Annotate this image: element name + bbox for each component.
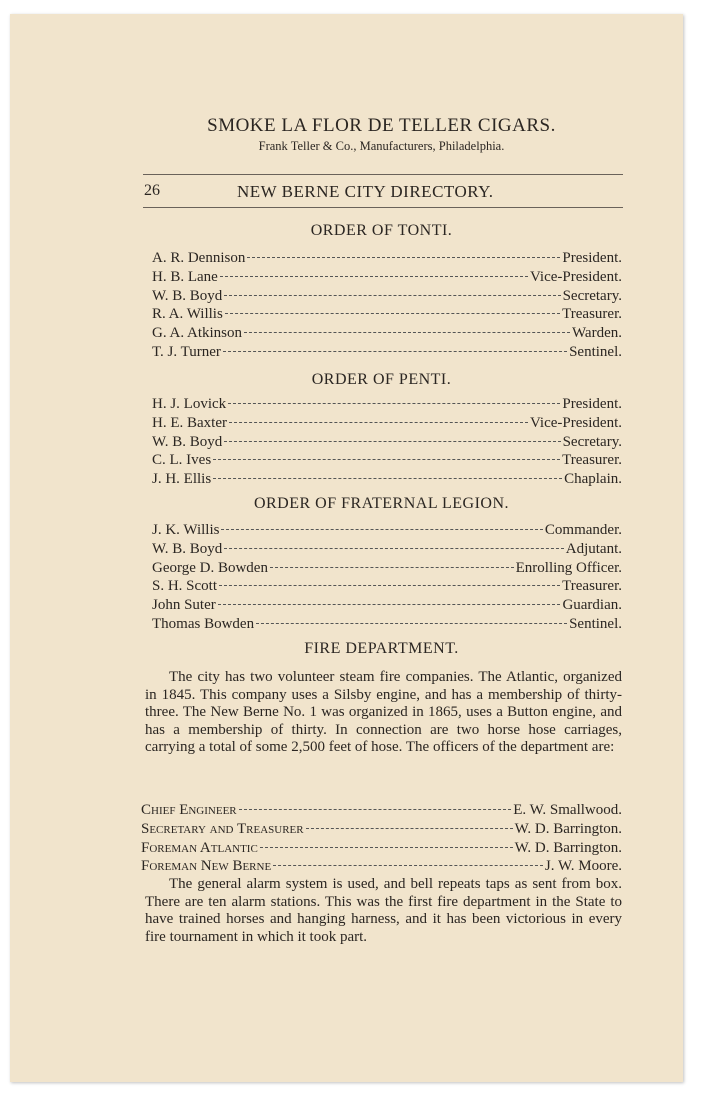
list-item <box>152 540 622 559</box>
advertisement-subline: Frank Teller & Co., Manufacturers, Philadelphia. <box>258 139 505 153</box>
list-item <box>152 596 622 615</box>
list-item <box>141 820 622 839</box>
section-heading-legion: ORDER OF FRATERNAL LEGION. <box>253 495 510 512</box>
officer-name: W. D. Barrington. <box>514 820 622 837</box>
member-name: H. B. Lane <box>152 268 218 285</box>
list-item <box>141 857 622 876</box>
member-name: W. B. Boyd <box>152 540 223 557</box>
dot-leader <box>260 847 513 848</box>
section-heading-penti: ORDER OF PENTI. <box>311 371 452 388</box>
dot-leader <box>213 478 562 479</box>
penti-officer-list <box>152 395 622 489</box>
dot-leader <box>247 257 560 258</box>
member-office: Sentinel. <box>569 343 622 360</box>
member-name: W. B. Boyd <box>152 433 223 450</box>
member-office: Commander. <box>544 522 622 538</box>
fire-intro-paragraph: The city has two volunteer steam fire companies. The Atlantic, organized in 1845. This company uses a Silsby engine, and has a membership of thirty-three. The New Berne No. 1 was organized in 1865, uses a Button engine, and has a membership of thirty. In connection are two horse hose carriages, carrying a total of some 2,500 feet of hose. The officers of the department are: <box>145 669 622 756</box>
section-heading-tonti: ORDER OF TONTI. <box>310 222 453 239</box>
member-name: S. H. Scott <box>152 578 218 595</box>
member-office: Sentinel. <box>569 615 622 632</box>
list-item <box>152 577 622 596</box>
member-office: Treasurer. <box>562 578 622 595</box>
list-item <box>152 615 622 634</box>
list-item <box>152 521 622 540</box>
member-name: John Suter <box>152 597 216 614</box>
officer-title: Chief Engineer <box>141 802 237 818</box>
member-name: R. A. Willis <box>152 306 223 323</box>
dot-leader <box>256 623 567 624</box>
advertisement-headline: SMOKE LA FLOR DE TELLER CIGARS. <box>207 115 556 136</box>
member-name: C. L. Ives <box>152 452 212 469</box>
fire-officer-list <box>141 801 622 876</box>
member-office: Treasurer. <box>562 306 622 323</box>
running-title: NEW BERNE CITY DIRECTORY. <box>237 182 494 201</box>
dot-leader <box>219 585 560 586</box>
dot-leader <box>244 332 570 333</box>
officer-name: E. W. Smallwood. <box>513 802 622 818</box>
list-item <box>152 451 622 470</box>
list-item <box>152 414 622 433</box>
dot-leader <box>225 313 560 314</box>
officer-title: Foreman Atlantic <box>141 839 258 856</box>
list-item <box>152 433 622 452</box>
section-heading-fire: FIRE DEPARTMENT. <box>304 640 459 657</box>
officer-title: Foreman New Berne <box>141 858 272 875</box>
list-item <box>152 324 622 343</box>
dot-leader <box>270 567 514 568</box>
member-office: President. <box>562 250 622 266</box>
list-item <box>152 559 622 578</box>
member-office: Adjutant. <box>565 540 622 557</box>
dot-leader <box>223 351 567 352</box>
member-name: T. J. Turner <box>152 343 221 360</box>
member-office: Treasurer. <box>562 452 622 469</box>
header-rule-bottom <box>143 207 623 208</box>
member-office: President. <box>562 396 622 412</box>
dot-leader <box>224 441 560 442</box>
dot-leader <box>239 809 512 810</box>
header-rule-top <box>143 174 623 175</box>
dot-leader <box>224 548 563 549</box>
dot-leader <box>224 295 560 296</box>
member-name: G. A. Atkinson <box>152 325 243 342</box>
legion-officer-list <box>152 521 622 634</box>
member-office: Chaplain. <box>564 471 622 488</box>
member-name: J. H. Ellis <box>152 471 212 488</box>
officer-name: W. D. Barrington. <box>514 839 622 856</box>
dot-leader <box>213 459 560 460</box>
member-name: Thomas Bowden <box>152 615 255 632</box>
member-office: Warden. <box>571 325 622 342</box>
list-item <box>152 305 622 324</box>
member-name: A. R. Dennison <box>152 250 246 266</box>
dot-leader <box>229 422 528 423</box>
member-office: Vice-President. <box>530 414 622 431</box>
fire-closing-paragraph: The general alarm system is used, and bell repeats taps as sent from box. There are ten alarm stations. This was the first fire department in the State to have trained horses and hanging harness, and it has been victorious in every fire tournament in which it took part. <box>145 876 622 945</box>
member-office: Guardian. <box>562 597 622 614</box>
member-office: Enrolling Officer. <box>515 559 622 576</box>
dot-leader <box>218 604 561 605</box>
member-name: W. B. Boyd <box>152 287 223 304</box>
list-item <box>152 287 622 306</box>
officer-title: Secretary and Treasurer <box>141 820 304 837</box>
member-name: George D. Bowden <box>152 559 268 576</box>
list-item <box>152 395 622 414</box>
dot-leader <box>273 865 543 866</box>
member-office: Vice-President. <box>530 268 622 285</box>
member-office: Secretary. <box>562 287 622 304</box>
member-name: H. J. Lovick <box>152 396 227 412</box>
dot-leader <box>220 276 528 277</box>
list-item <box>141 801 622 820</box>
member-name: J. K. Willis <box>152 522 220 538</box>
dot-leader <box>221 529 542 530</box>
officer-name: J. W. Moore. <box>544 858 622 875</box>
list-item <box>152 268 622 287</box>
member-name: H. E. Baxter <box>152 414 227 431</box>
dot-leader <box>306 828 513 829</box>
directory-page <box>10 14 683 1082</box>
list-item <box>152 249 622 268</box>
member-office: Secretary. <box>562 433 622 450</box>
list-item <box>152 470 622 489</box>
list-item <box>141 839 622 858</box>
tonti-officer-list <box>152 249 622 362</box>
page-number: 26 <box>144 182 160 199</box>
list-item <box>152 343 622 362</box>
dot-leader <box>228 403 560 404</box>
